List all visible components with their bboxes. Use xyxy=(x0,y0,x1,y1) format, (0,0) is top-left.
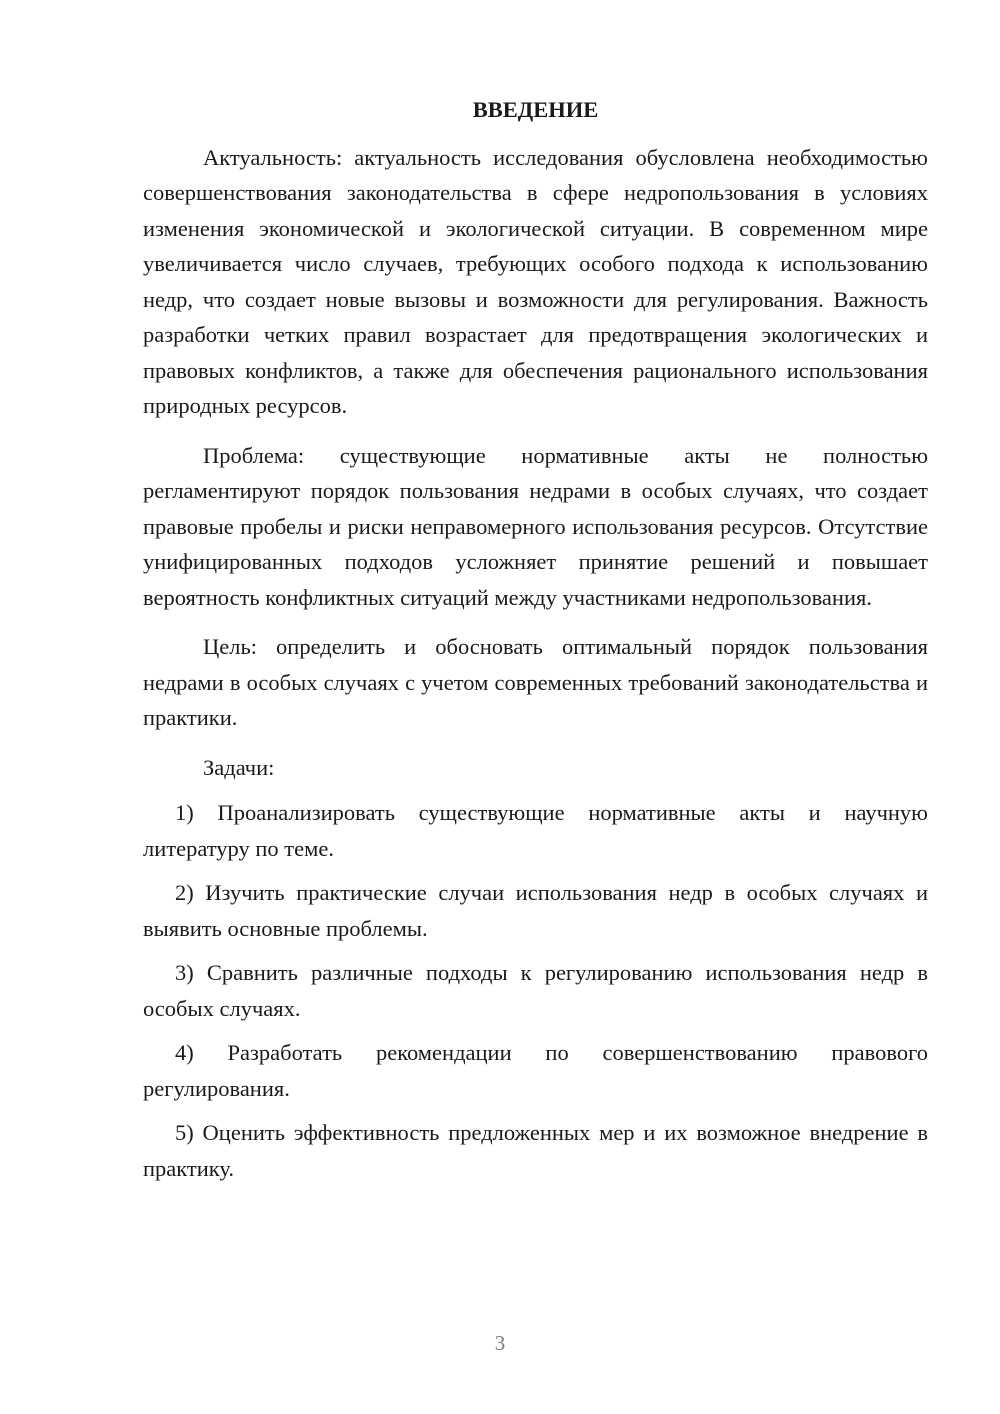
document-body xyxy=(143,92,928,1195)
task-item-5: 5) Оценить эффективность предложенных мер и их возможное внедрение в практику. xyxy=(143,1120,928,1181)
tasks-label: Задачи: xyxy=(203,754,275,780)
task-item-4: 4) Разработать рекомендации по совершенствованию правового регулирования. xyxy=(143,1040,928,1101)
task-item-3: 3) Сравнить различные подходы к регулированию использования недр в особых случаях. xyxy=(143,960,928,1021)
task-item-1: 1) Проанализировать существующие нормативные акты и научную литературу по теме. xyxy=(143,800,928,861)
page-number: 3 xyxy=(494,1331,506,1355)
paragraph-goal: Цель: определить и обосновать оптимальный порядок пользования недрами в особых случаях с учетом современных требований законодательства и практики. xyxy=(143,634,928,730)
task-item-2: 2) Изучить практические случаи использования недр в особых случаях и выявить основные проблемы. xyxy=(143,880,928,941)
section-heading: ВВЕДЕНИЕ xyxy=(472,97,599,122)
paragraph-relevance: Актуальность: актуальность исследования обусловлена необходимостью совершенствования законодательства в сфере недропользования в условиях изменения экономической и экологической ситуации. В современном мире увеличивается число случаев, требующих особого подхода к использованию недр, что создает новые вызовы и возможности для регулирования. Важность разработки четких правил возрастает для предотвращения экологических и правовых конфликтов, а также для обеспечения рационального использования природных ресурсов. xyxy=(143,144,928,418)
paragraph-problem: Проблема: существующие нормативные акты не полностью регламентируют порядок пользования недрами в особых случаях, что создает правовые пробелы и риски неправомерного использования ресурсов. Отсутствие унифицированных подходов усложняет принятие решений и повышает вероятность конфликтных ситуаций между участниками недропользования. xyxy=(143,442,928,610)
